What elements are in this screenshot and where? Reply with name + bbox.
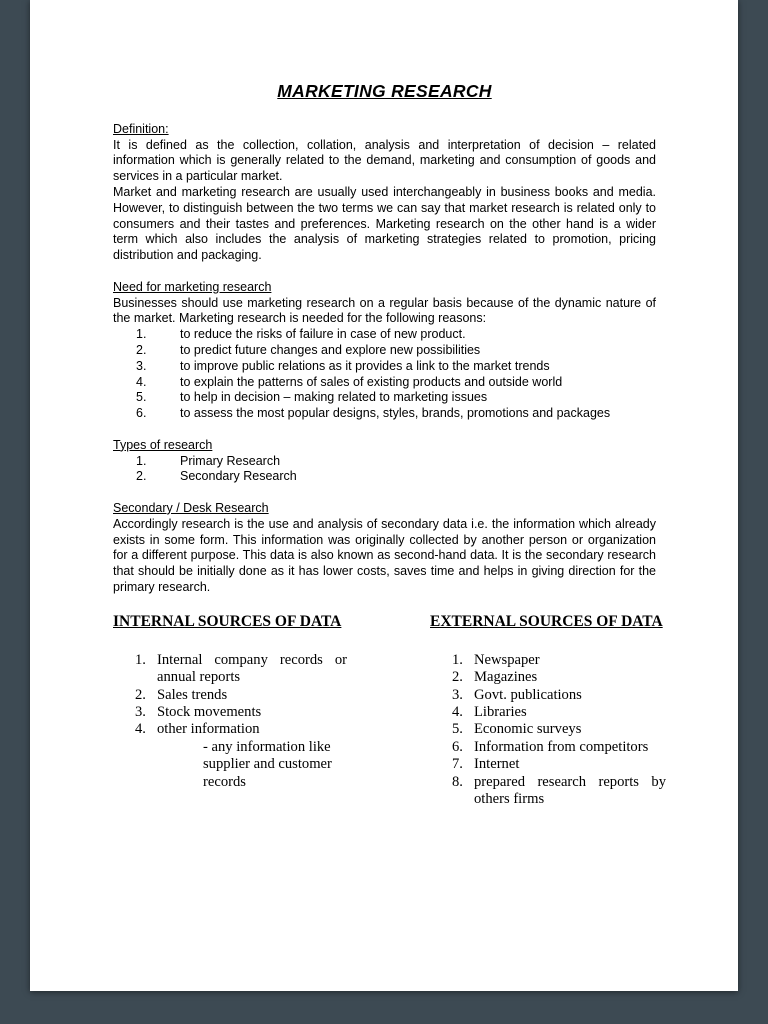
- internal-sources-list: [113, 652, 430, 791]
- need-item: [113, 327, 656, 343]
- need-item-number: 5.: [136, 390, 147, 405]
- internal-source-item: [135, 704, 430, 721]
- external-source-item: [452, 756, 666, 773]
- types-item-number: 2.: [136, 469, 147, 484]
- need-item: [113, 375, 656, 391]
- internal-item-text: Sales trends: [157, 686, 228, 703]
- sources-section: [113, 612, 666, 809]
- external-source-item: [452, 704, 666, 721]
- need-item-number: 4.: [136, 374, 147, 389]
- need-item: [113, 343, 656, 359]
- types-item-number: 1.: [136, 453, 147, 468]
- page-content: [30, 0, 738, 808]
- types-item-text: Primary Research: [180, 453, 281, 468]
- internal-sources-heading: INTERNAL SOURCES OF DATA: [113, 612, 342, 630]
- types-item: [113, 454, 656, 470]
- internal-item-number: 3.: [135, 703, 146, 720]
- external-item-number: 3.: [452, 686, 463, 703]
- external-item-number: 2.: [452, 669, 463, 686]
- internal-item-text: Stock movements: [157, 703, 262, 720]
- external-item-number: 6.: [452, 738, 463, 755]
- internal-item-number: 1.: [135, 651, 146, 668]
- blank-line: [113, 264, 656, 280]
- need-item-text: to help in decision – making related to marketing issues: [180, 390, 488, 405]
- need-item-text: to improve public relations as it provides a link to the market trends: [180, 358, 550, 373]
- types-section: [113, 438, 656, 485]
- external-item-text: Magazines: [474, 669, 538, 686]
- need-item-number: 6.: [136, 406, 147, 421]
- external-sources-column: [430, 612, 666, 809]
- external-sources-heading: EXTERNAL SOURCES OF DATA: [430, 612, 663, 630]
- secondary-paragraph: Accordingly research is the use and analysis of secondary data i.e. the information which already exists in some form. This information was originally collected by another person or organization for a different purpose. This data is also known as second-hand data. It is the secondary research that should be initially done as it has lower costs, saves time and helps in giving direction for the primary research.: [113, 516, 656, 594]
- need-intro: Businesses should use marketing research on a regular basis because of the dynamic nature of the market. Marketing research is needed for the following reasons:: [113, 295, 656, 326]
- external-item-text: Economic surveys: [474, 721, 582, 738]
- need-item-number: 3.: [136, 358, 147, 373]
- types-heading: Types of research: [113, 437, 213, 452]
- external-source-item: [452, 739, 666, 756]
- internal-source-item: [135, 652, 430, 687]
- need-heading: Need for marketing research: [113, 279, 272, 294]
- external-item-number: 5.: [452, 721, 463, 738]
- definition-paragraph-2: Market and marketing research are usually used interchangeably in business books and media. However, to distinguish between the two terms we can say that market research is related only to consumers and their tastes and preferences. Marketing research on the other hand is a wider term which also includes the analysis of marketing strategies related to promotion, pricing distribution and packaging.: [113, 184, 656, 263]
- internal-item-text: Internal company records or annual reports: [157, 651, 347, 686]
- external-source-item: [452, 774, 666, 809]
- need-item-text: to explain the patterns of sales of existing products and outside world: [180, 374, 563, 389]
- external-item-text: Internet: [474, 756, 520, 773]
- definition-paragraph-1: It is defined as the collection, collation, analysis and interpretation of decision – related information which is generally related to the demand, marketing and consumption of goods and services in a particular market.: [113, 137, 656, 184]
- internal-item-number: 4.: [135, 721, 146, 738]
- blank-line: [113, 485, 656, 501]
- need-item: [113, 359, 656, 375]
- need-item: [113, 406, 656, 422]
- internal-source-item: [135, 687, 430, 704]
- external-item-text: prepared research reports by others firms: [474, 773, 666, 807]
- secondary-heading: Secondary / Desk Research: [113, 500, 269, 515]
- definition-heading: Definition:: [113, 121, 169, 136]
- external-source-item: [452, 721, 666, 738]
- external-item-text: Information from competitors: [474, 738, 649, 755]
- internal-item-text: other information: [157, 721, 260, 738]
- external-item-text: Libraries: [474, 703, 527, 720]
- need-item-number: 2.: [136, 342, 147, 357]
- blank-line: [113, 422, 656, 438]
- need-list: [113, 327, 656, 422]
- external-source-item: [452, 652, 666, 669]
- external-source-item: [452, 669, 666, 686]
- external-sources-list: [430, 652, 666, 809]
- internal-item-number: 2.: [135, 686, 146, 703]
- document-page: [30, 0, 738, 991]
- external-source-item: [452, 687, 666, 704]
- need-item-text: to reduce the risks of failure in case of new product.: [180, 327, 466, 342]
- need-item: [113, 390, 656, 406]
- external-item-text: Newspaper: [474, 651, 540, 668]
- external-item-number: 7.: [452, 756, 463, 773]
- internal-source-subitem: - any information like supplier and customer records: [203, 738, 332, 790]
- doc-title: MARKETING RESEARCH: [277, 81, 492, 101]
- types-item-text: Secondary Research: [180, 469, 297, 484]
- internal-sources-column: [113, 612, 430, 809]
- external-item-number: 4.: [452, 703, 463, 720]
- external-item-number: 1.: [452, 651, 463, 668]
- need-item-text: to predict future changes and explore new possibilities: [180, 342, 481, 357]
- external-item-text: Govt. publications: [474, 686, 582, 703]
- external-item-number: 8.: [452, 773, 463, 790]
- need-item-number: 1.: [136, 327, 147, 342]
- need-item-text: to assess the most popular designs, styles, brands, promotions and packages: [180, 406, 611, 421]
- types-item: [113, 469, 656, 485]
- internal-source-item: [135, 721, 430, 738]
